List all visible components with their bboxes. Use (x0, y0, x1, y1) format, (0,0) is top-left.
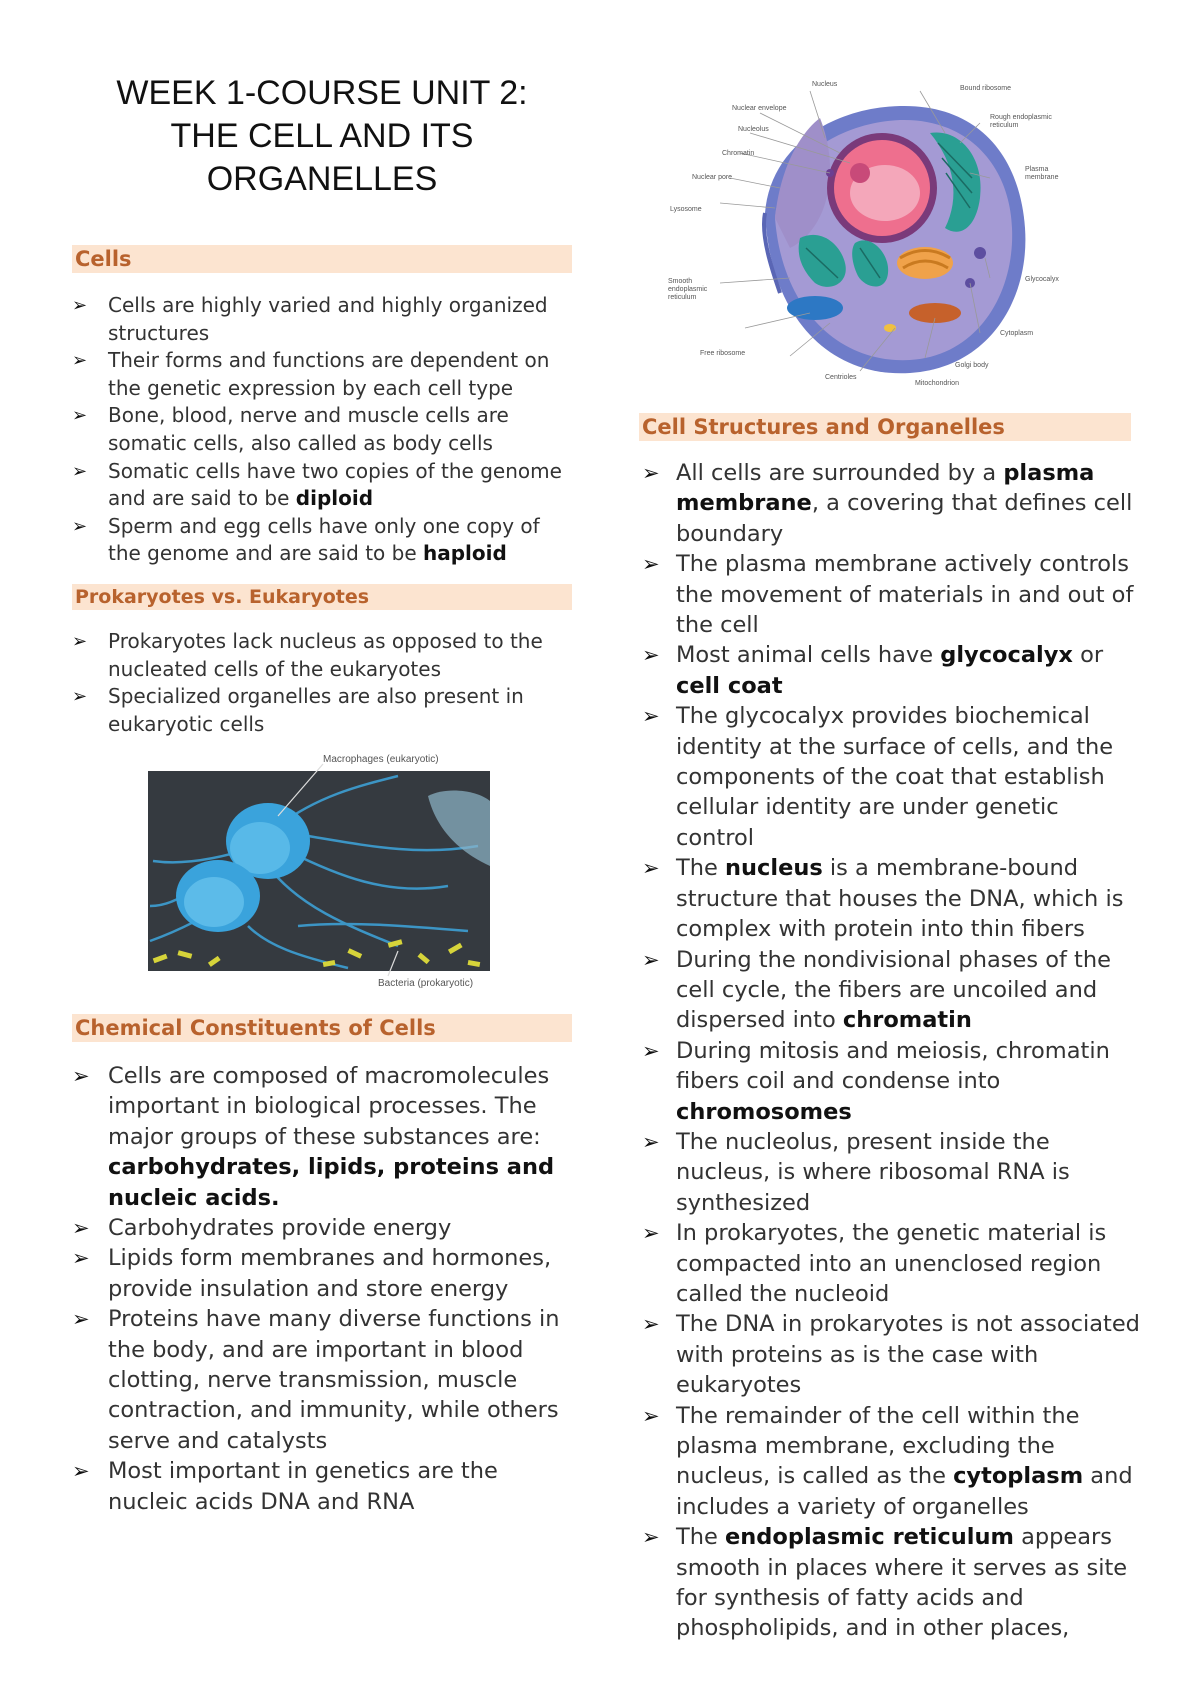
list-item (642, 701, 1142, 853)
bullet-text: The remainder of the cell within the plasma membrane, excluding the nucleus, is called as the (676, 1402, 1080, 1490)
bullet-arrow-icon: ➢ (642, 1403, 660, 1428)
macrophage-figure (148, 756, 494, 993)
list-item (72, 292, 572, 347)
bullet-text: The plasma membrane actively controls the movement of materials in and out of the cell (676, 551, 1134, 639)
bullet-text: appears smooth in places where it serves as site for synthesis of fatty acids and phospholipids, and in other places, (676, 1524, 1128, 1642)
label-glycocalyx: Glycocalyx (1025, 276, 1059, 283)
list-item (72, 683, 572, 738)
bold-term: plasma membrane (676, 460, 1095, 517)
label-smooth-er: Smooth endoplasmic reticulum (668, 278, 708, 301)
bullet-text: During the nondivisional phases of the cell cycle, the fibers are uncoiled and dispersed into (676, 946, 1111, 1034)
bullet-text: Most important in genetics are the nucleic acids DNA and RNA (108, 1458, 498, 1515)
bullet-arrow-icon: ➢ (642, 1221, 660, 1246)
label-bound-ribosome: Bound ribosome (960, 85, 1011, 92)
bullet-arrow-icon: ➢ (72, 686, 88, 708)
bold-term: chromatin (842, 1007, 972, 1034)
label-centrioles: Centrioles (825, 374, 857, 381)
list-item (72, 1456, 572, 1517)
list-item (72, 1304, 572, 1456)
bullet-text: Most animal cells have (676, 642, 941, 669)
bullet-arrow-icon: ➢ (72, 515, 88, 537)
bullet-arrow-icon: ➢ (72, 1246, 90, 1271)
list-item (642, 1127, 1142, 1218)
label-plasma-membrane: Plasma membrane (1025, 166, 1059, 181)
bullet-text: During mitosis and meiosis, chromatin fibers coil and condense into (676, 1037, 1110, 1095)
label-chromatin: Chromatin (722, 150, 755, 157)
bullet-arrow-icon: ➢ (72, 1064, 90, 1088)
bullet-text: Prokaryotes lack nucleus as opposed to the nucleated cells of the eukaryotes (108, 629, 543, 681)
bullet-text: The nucleolus, present inside the nucleus, is where ribosomal RNA is synthesized (676, 1128, 1070, 1216)
bullet-text: In prokaryotes, the genetic material is compacted into an unenclosed region called the nucleoid (676, 1220, 1107, 1307)
bullet-text: Cells are highly varied and highly organized structures (108, 293, 548, 345)
list-item (642, 1218, 1142, 1309)
label-cytoplasm: Cytoplasm (1000, 330, 1034, 337)
list-item (72, 347, 572, 402)
bullet-arrow-icon: ➢ (642, 1129, 660, 1154)
bold-term: nucleus (725, 855, 823, 882)
bullet-text: or (1072, 642, 1104, 669)
bullet-arrow-icon: ➢ (72, 405, 88, 427)
label-nuclear-pore: Nuclear pore (692, 174, 733, 181)
list-item (642, 1522, 1142, 1644)
bold-term: chromosomes (676, 1098, 852, 1125)
label-rough-er: Rough endoplasmic reticulum (990, 114, 1052, 129)
macrophage-label: Macrophages (eukaryotic) (323, 754, 439, 765)
bullet-text: The (676, 1524, 725, 1551)
bullet-text: Cells are composed of macromolecules important in biological processes. The major groups of these substances are: (108, 1063, 550, 1150)
list-item (72, 1061, 572, 1213)
bullet-arrow-icon: ➢ (642, 552, 660, 577)
label-lysosome: Lysosome (670, 206, 702, 213)
list-item (642, 549, 1142, 640)
bullet-text: Bone, blood, nerve and muscle cells are somatic cells, also called as body cells (108, 403, 509, 455)
bullet-arrow-icon: ➢ (642, 1312, 660, 1337)
bullet-arrow-icon: ➢ (642, 643, 660, 668)
label-golgi-body: Golgi body (955, 362, 989, 369)
bullet-text: Somatic cells have two copies of the genome and are said to be (108, 458, 562, 511)
bacteria-label: Bacteria (prokaryotic) (378, 978, 474, 989)
bullet-text: and includes a variety of organelles (676, 1463, 1133, 1520)
chemical-list (72, 1061, 572, 1517)
title-line-3: ORGANELLES (206, 160, 438, 198)
bold-term: haploid (423, 541, 507, 566)
bullet-text: All cells are surrounded by a (676, 460, 1004, 486)
list-item (642, 1309, 1142, 1400)
label-free-ribosome: Free ribosome (700, 350, 746, 357)
bullet-arrow-icon: ➢ (642, 1525, 660, 1550)
bullet-text: Lipids form membranes and hormones, provide insulation and store energy (108, 1245, 552, 1302)
label-nucleolus: Nucleolus (738, 126, 769, 133)
bold-term: cytoplasm (953, 1463, 1084, 1490)
list-item (72, 628, 572, 683)
prokaryotes-list (72, 628, 572, 738)
title-line-1: WEEK 1-COURSE UNIT 2: (116, 74, 528, 112)
list-item (642, 458, 1142, 549)
label-nucleus: Nucleus (812, 81, 838, 88)
bullet-text: , a covering that defines cell boundary (676, 490, 1133, 547)
bullet-text: The glycocalyx provides biochemical identity at the surface of cells, and the components of the coat that establish cellular identity are under genetic control (676, 703, 1114, 851)
list-item (72, 1213, 572, 1243)
bullet-arrow-icon: ➢ (72, 295, 88, 316)
label-mitochondrion: Mitochondrion (915, 380, 959, 387)
cells-list (72, 292, 572, 568)
bullet-text: Sperm and egg cells have only one copy of the genome and are said to be (108, 513, 540, 566)
list-item (642, 1401, 1142, 1523)
bullet-arrow-icon: ➢ (72, 631, 88, 652)
list-item (642, 1036, 1142, 1127)
bold-term: cell coat (676, 672, 783, 699)
section-heading-cells: Cells (72, 245, 572, 273)
bold-term: diploid (295, 486, 374, 511)
list-item (72, 402, 572, 457)
bullet-text: Carbohydrates provide energy (108, 1215, 452, 1242)
list-item (72, 458, 572, 513)
section-heading-structures: Cell Structures and Organelles (639, 413, 1131, 441)
page-title (72, 72, 572, 201)
structures-list (642, 458, 1142, 1644)
title-line-2: THE CELL AND ITS (170, 117, 474, 155)
bullet-arrow-icon: ➢ (642, 704, 660, 729)
list-item (72, 1243, 572, 1304)
bullet-arrow-icon: ➢ (642, 947, 660, 972)
bullet-arrow-icon: ➢ (642, 1038, 660, 1063)
bullet-text: The (676, 855, 725, 882)
bold-term: endoplasmic reticulum (725, 1524, 1014, 1551)
list-item (72, 513, 572, 568)
bullet-arrow-icon: ➢ (642, 461, 660, 485)
bullet-text: is a membrane-bound structure that houses the DNA, which is complex with protein into thin fibers (676, 855, 1124, 943)
bullet-arrow-icon: ➢ (72, 350, 88, 372)
bold-term: carbohydrates, lipids, proteins and nucleic acids. (108, 1154, 555, 1211)
list-item (642, 945, 1142, 1036)
bullet-text: The DNA in prokaryotes is not associated with proteins as is the case with eukaryotes (676, 1311, 1140, 1399)
macrophage-image (148, 756, 494, 993)
bullet-arrow-icon: ➢ (72, 1459, 90, 1484)
bullet-arrow-icon: ➢ (72, 1307, 90, 1332)
bullet-arrow-icon: ➢ (642, 856, 660, 881)
label-nuclear-envelope: Nuclear envelope (732, 105, 787, 112)
bullet-text: Proteins have many diverse functions in the body, and are important in blood clotting, nerve transmission, muscle contraction, and immunity, while others serve and catalysts (108, 1306, 560, 1454)
bullet-text: Their forms and functions are dependent on the genetic expression by each cell type (108, 348, 550, 400)
section-heading-prokaryotes: Prokaryotes vs. Eukaryotes (72, 584, 572, 610)
bullet-text: Specialized organelles are also present in eukaryotic cells (108, 684, 524, 736)
bold-term: glycocalyx (940, 642, 1073, 669)
section-heading-chemical: Chemical Constituents of Cells (72, 1014, 572, 1042)
list-item (642, 853, 1142, 944)
list-item (642, 640, 1142, 701)
cell-diagram (668, 78, 1070, 388)
bullet-arrow-icon: ➢ (72, 460, 88, 482)
bullet-arrow-icon: ➢ (72, 1216, 90, 1241)
